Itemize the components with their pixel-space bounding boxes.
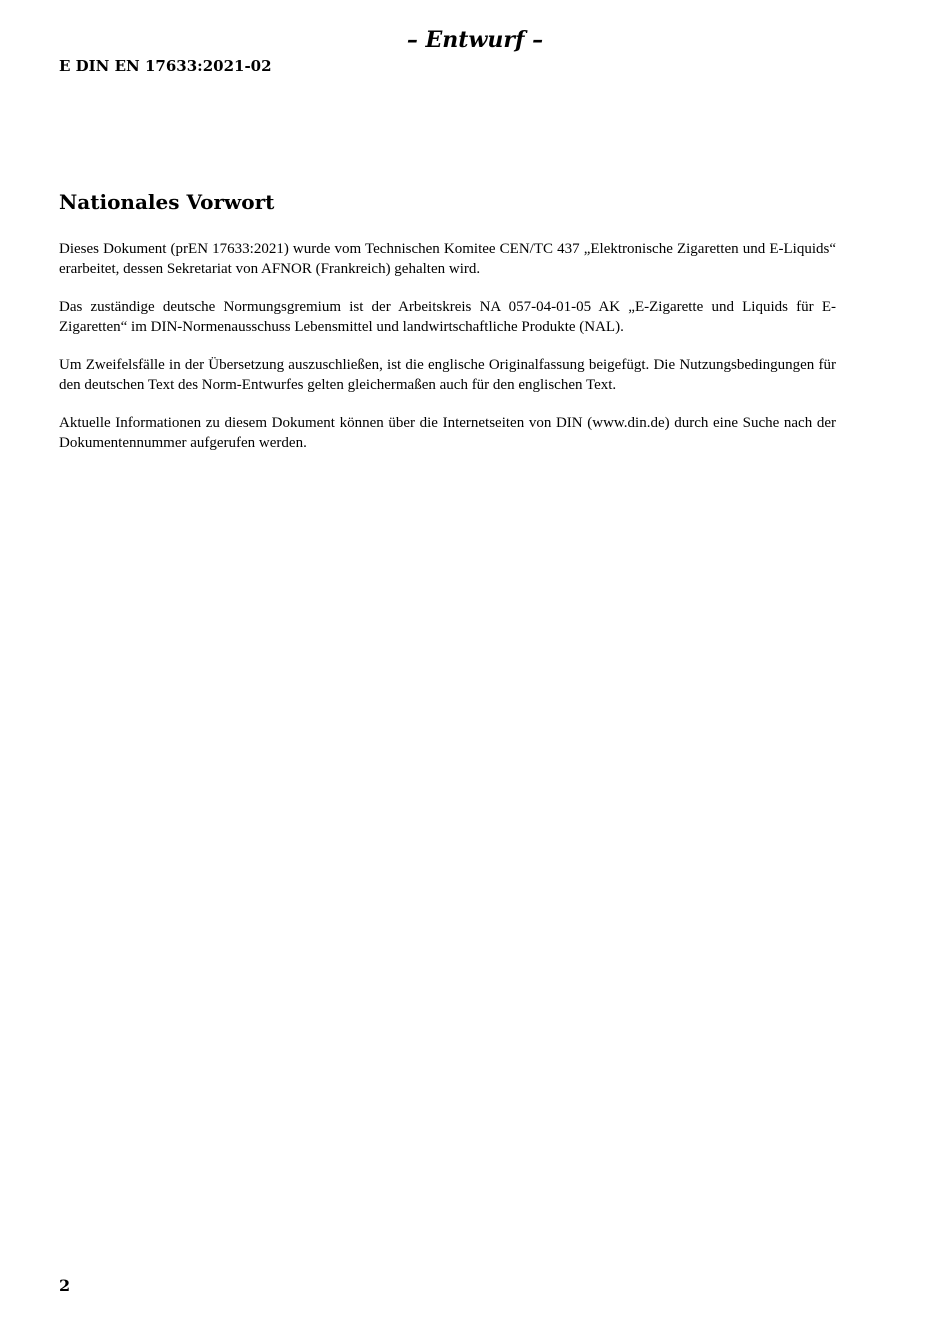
paragraph-information: Aktuelle Informationen zu diesem Dokument können über die Internetseiten von DIN (www.din.de) durch eine Suche nach der Dokumentennummer aufgerufen werden. <box>59 415 836 451</box>
paragraph-translation: Um Zweifelsfälle in der Übersetzung auszuschließen, ist die englische Originalfassung beigefügt. Die Nutzungsbedingungen für den deutschen Text des Norm-Entwurfes gelten gleichermaßen auch für den englischen Text. <box>59 357 836 393</box>
draft-mark: – Entwurf – <box>406 27 544 53</box>
page-number: 2 <box>59 1276 71 1295</box>
document-id: E DIN EN 17633:2021-02 <box>59 57 272 75</box>
paragraph-national-body: Das zuständige deutsche Normungsgremium ist der Arbeitskreis NA 057-04-01-05 AK „E-Zigarette und Liquids für E-Zigaretten“ im DIN-Normenausschuss Lebensmittel und landwirtschaftliche Produkte (NAL). <box>59 299 836 335</box>
paragraph-committee: Dieses Dokument (prEN 17633:2021) wurde vom Technischen Komitee CEN/TC 437 „Elektronische Zigaretten und E-Liquids“ erarbeitet, dessen Sekretariat von AFNOR (Frankreich) gehalten wird. <box>59 241 836 277</box>
section-title: Nationales Vorwort <box>59 190 275 214</box>
body-text <box>59 240 836 472</box>
